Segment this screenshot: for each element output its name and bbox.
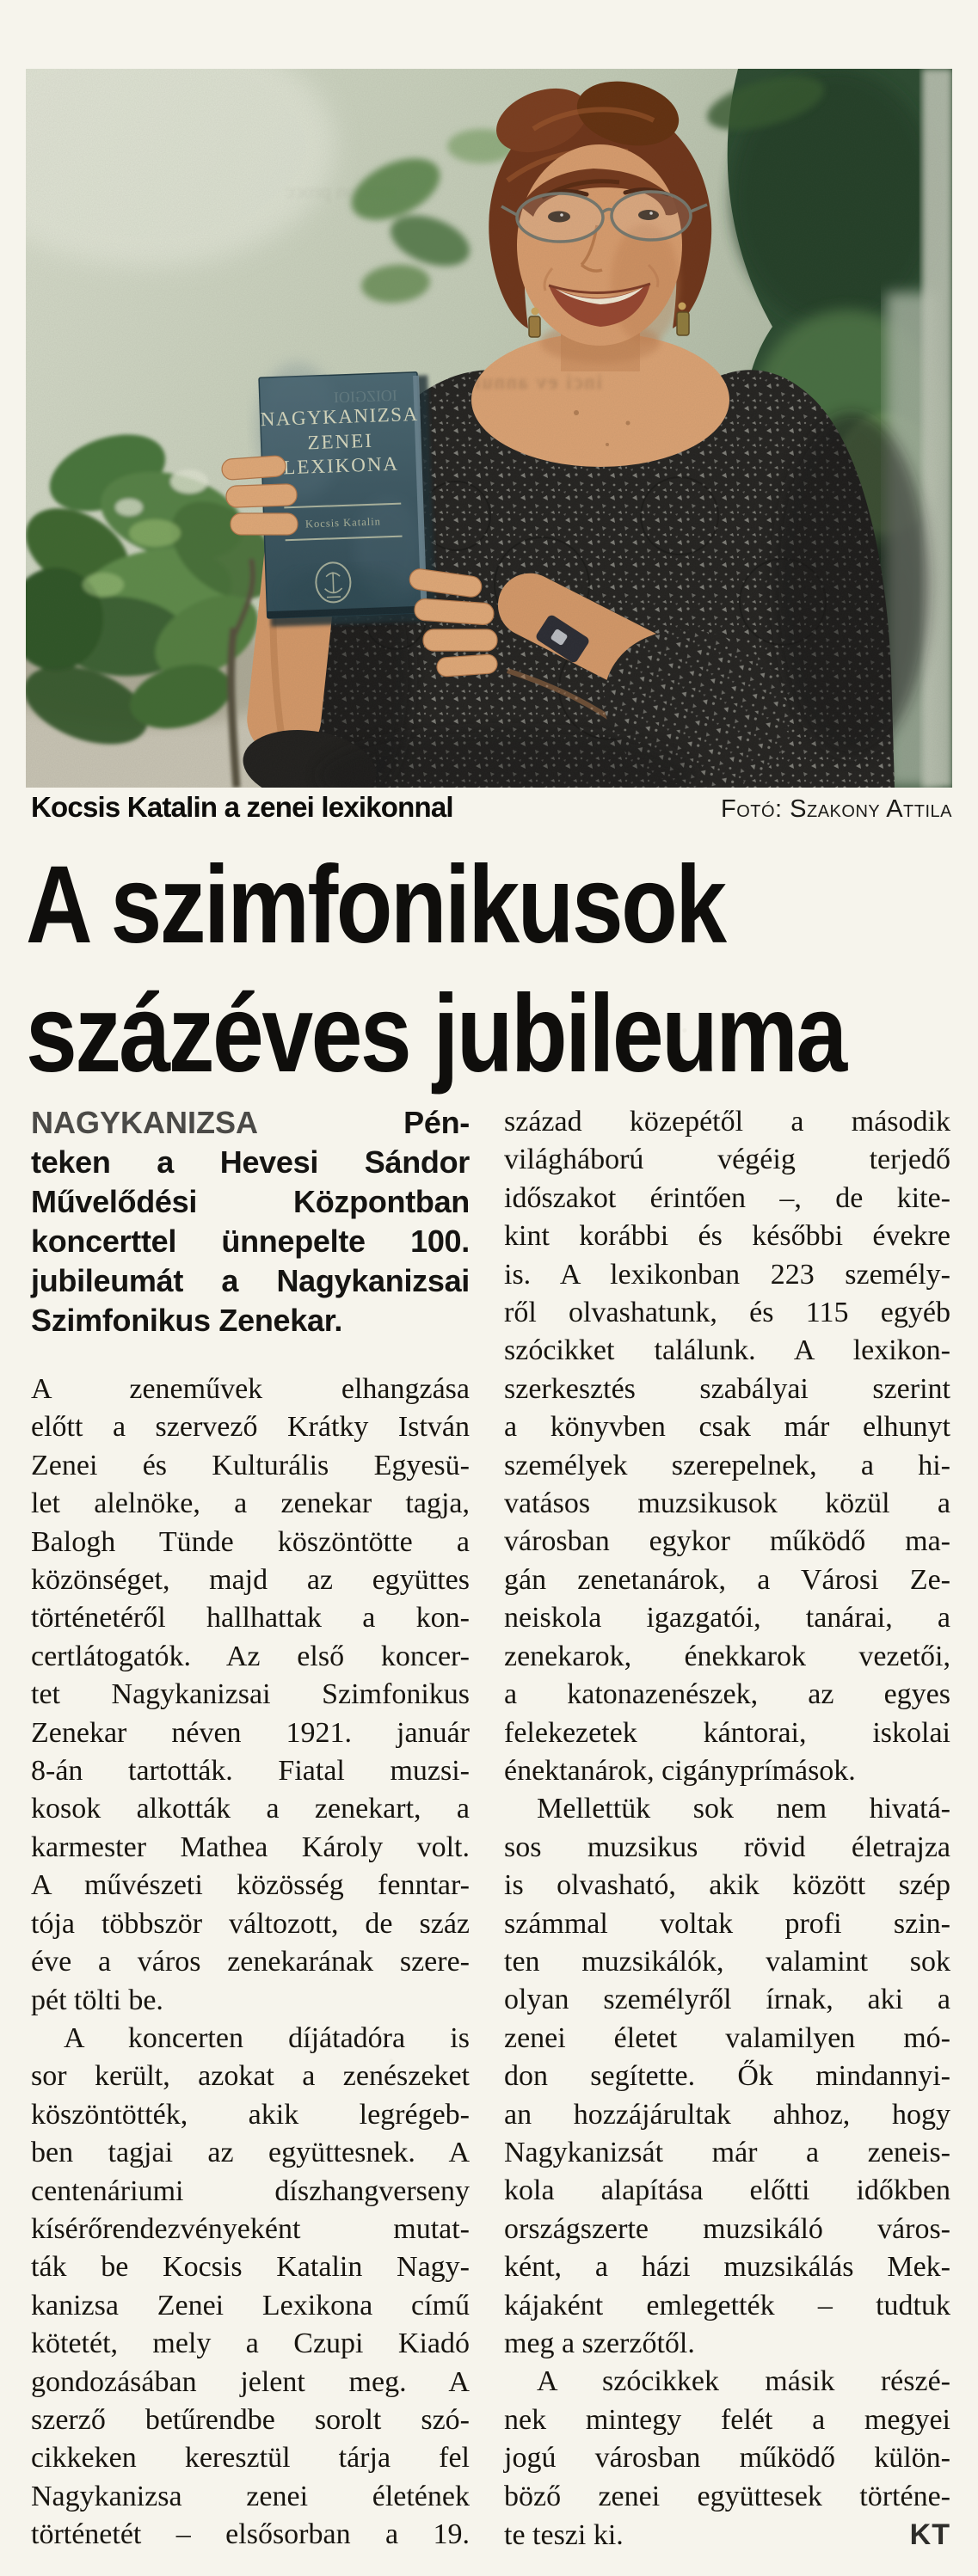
article-line: történetét – elsősorban a 19. <box>31 2518 470 2551</box>
article-line: Nagykanizsát már a zeneis- <box>504 2136 950 2168</box>
article-photo <box>26 69 952 788</box>
article-line: előtt a szervező Krátky István <box>31 1411 470 1444</box>
article-line: számmal voltak profi szin- <box>504 1907 950 1940</box>
article-line <box>504 2516 950 2555</box>
article-column-right <box>504 1103 950 2555</box>
article-line: ten muzsikálók, valamint sok <box>504 1945 950 1978</box>
author-initials: KT <box>909 2518 950 2552</box>
photo-credit: Fotó: Szakony Attila <box>721 795 952 823</box>
paragraph <box>504 2363 950 2555</box>
article-line: A koncerten díjátadóra is <box>64 2021 470 2054</box>
article-line: időszakot érintően –, de kite- <box>504 1181 950 1214</box>
article-line: olyan személyről írnak, aki a <box>504 1984 950 2016</box>
paragraph <box>31 1371 470 2020</box>
article-line: ben tagjai az együttesnek. A <box>31 2137 470 2169</box>
lead-paragraph <box>31 1103 470 1340</box>
article-line: zenekarok, énekkarok vezetői, <box>504 1640 950 1672</box>
article-line: kanizsa Zenei Lexikona című <box>31 2289 470 2321</box>
article-line: karmester Mathea Károly volt. <box>31 1831 470 1863</box>
article-line: ként, a házi muzsikálás Mek- <box>504 2251 950 2284</box>
article-line: köszöntötték, akik legrégeb- <box>31 2098 470 2131</box>
paragraph <box>504 1790 950 2363</box>
article-line: Nagykanizsa zenei életének <box>31 2480 470 2512</box>
lead-line: teken a Hevesi Sándor <box>31 1144 470 1180</box>
article-line: A művészeti közösség fenntar- <box>31 1869 470 1902</box>
photo-illustration <box>26 69 952 788</box>
headline <box>26 841 978 1099</box>
article-line: cikkeken keresztül tárja fel <box>31 2442 470 2475</box>
article-line: meg a szerzőtől. <box>504 2328 695 2359</box>
article-line: városban egykor működő ma- <box>504 1525 950 1558</box>
paragraph <box>31 2020 470 2555</box>
article-line: vatásos muzsikusok közül a <box>504 1487 950 1520</box>
article-line: század közepétől a második <box>504 1106 950 1138</box>
paragraph <box>504 1103 950 1790</box>
article-line: jogú városban működő külön- <box>504 2442 950 2475</box>
article-line: történetéről hallhattak a kon- <box>31 1602 470 1635</box>
article-line: 8-án tartották. Fiatal muzsi- <box>31 1755 470 1788</box>
lead-line: NAGYKANIZSA Pén- <box>31 1105 470 1140</box>
article-line: kísérőrendezvényeként mutat- <box>31 2212 470 2245</box>
headline-line-2: százéves jubileuma <box>26 972 846 1095</box>
article-line: certlátogatók. Az első koncer- <box>31 1640 470 1672</box>
article-line: szócikket találunk. A lexikon- <box>504 1334 950 1367</box>
article-line: kola alapítása előtti időkben <box>504 2174 950 2207</box>
article-line: világháború végéig terjedő <box>504 1144 950 1176</box>
article-line-text: te teszi ki. <box>504 2519 624 2552</box>
article-column-left <box>31 1371 470 2555</box>
article-line: centenáriumi díszhangverseny <box>31 2174 470 2207</box>
article-line: gondozásában jelent meg. A <box>31 2365 470 2398</box>
article-line: Balogh Tünde köszöntötte a <box>31 1525 470 1558</box>
article-line: an hozzájárultak ahhoz, hogy <box>504 2098 950 2131</box>
article-line: A szócikkek másik részé- <box>537 2365 950 2398</box>
article-line: zenei életet valamilyen mó- <box>504 2021 950 2054</box>
article-line: sor került, azokat a zenészeket <box>31 2060 470 2093</box>
article-line: kájaként emlegették – tudtuk <box>504 2289 950 2321</box>
headline-line-1: A szimfonikusok <box>26 843 725 966</box>
article-line: országszerte muzsikáló város- <box>504 2212 950 2245</box>
article-line: szerkesztés szabályai szerint <box>504 1372 950 1405</box>
article-line: felekezetek kántorai, iskolai <box>504 1716 950 1749</box>
article-line: kosok alkották a zenekart, a <box>31 1793 470 1825</box>
article-line: is olvasható, akik között szép <box>504 1869 950 1902</box>
article-line: kint korábbi és későbbi évekre <box>504 1220 950 1253</box>
article-line: Mellettük sok nem hivatá- <box>537 1793 950 1825</box>
lead-line: jubileumát a Nagykanizsai <box>31 1263 470 1298</box>
caption-row <box>31 791 952 834</box>
article-line: a könyvben csak már elhunyt <box>504 1411 950 1444</box>
photo-grain <box>26 69 952 788</box>
article-line: don segítette. Ők mindannyi- <box>504 2060 950 2093</box>
article-line: Zenekar néven 1921. január <box>31 1716 470 1749</box>
article-line: énektanárok, cigányprímások. <box>504 1754 856 1787</box>
article-line: éve a város zenekarának szere- <box>31 1946 470 1978</box>
lead-line: Szimfonikus Zenekar. <box>31 1303 343 1338</box>
article-line: böző zenei együttesek történe- <box>504 2480 950 2512</box>
article-line: ták be Kocsis Katalin Nagy- <box>31 2251 470 2284</box>
article-line: kötetét, mely a Czupi Kiadó <box>31 2328 470 2360</box>
article-line: ről olvashatunk, és 115 egyéb <box>504 1297 950 1329</box>
article-line: szerző betűrendbe sorolt szó- <box>31 2403 470 2436</box>
article-line: tója többször változott, de száz <box>31 1907 470 1940</box>
article-line: nek mintegy felét a megyei <box>504 2403 950 2436</box>
lead-line: koncerttel ünnepelte 100. <box>31 1224 470 1259</box>
article-line: sos muzsikus rövid életrajza <box>504 1831 950 1863</box>
article-line: gán zenetanárok, a Városi Ze- <box>504 1563 950 1596</box>
article-line: let alelnöke, a zenekar tagja, <box>31 1487 470 1520</box>
dateline: NAGYKANIZSA <box>31 1105 259 1140</box>
article-line: Zenei és Kulturális Egyesü- <box>31 1449 470 1481</box>
lead-line: Művelődési Központban <box>31 1184 470 1219</box>
article-line: közönséget, majd az együttes <box>31 1564 470 1597</box>
article-line: tet Nagykanizsai Szimfonikus <box>31 1678 470 1711</box>
article-line: neiskola igazgatói, tanárai, a <box>504 1602 950 1635</box>
article-line: is. A lexikonban 223 személy- <box>504 1258 950 1291</box>
article-line: A zeneművek elhangzása <box>31 1373 470 1405</box>
article-line: személyek szerepelnek, a hi- <box>504 1449 950 1481</box>
photo-caption: Kocsis Katalin a zenei lexikonnal <box>31 791 453 823</box>
article-line: a katonazenészek, az egyes <box>504 1678 950 1711</box>
article-line: pét tölti be. <box>31 1984 163 2016</box>
